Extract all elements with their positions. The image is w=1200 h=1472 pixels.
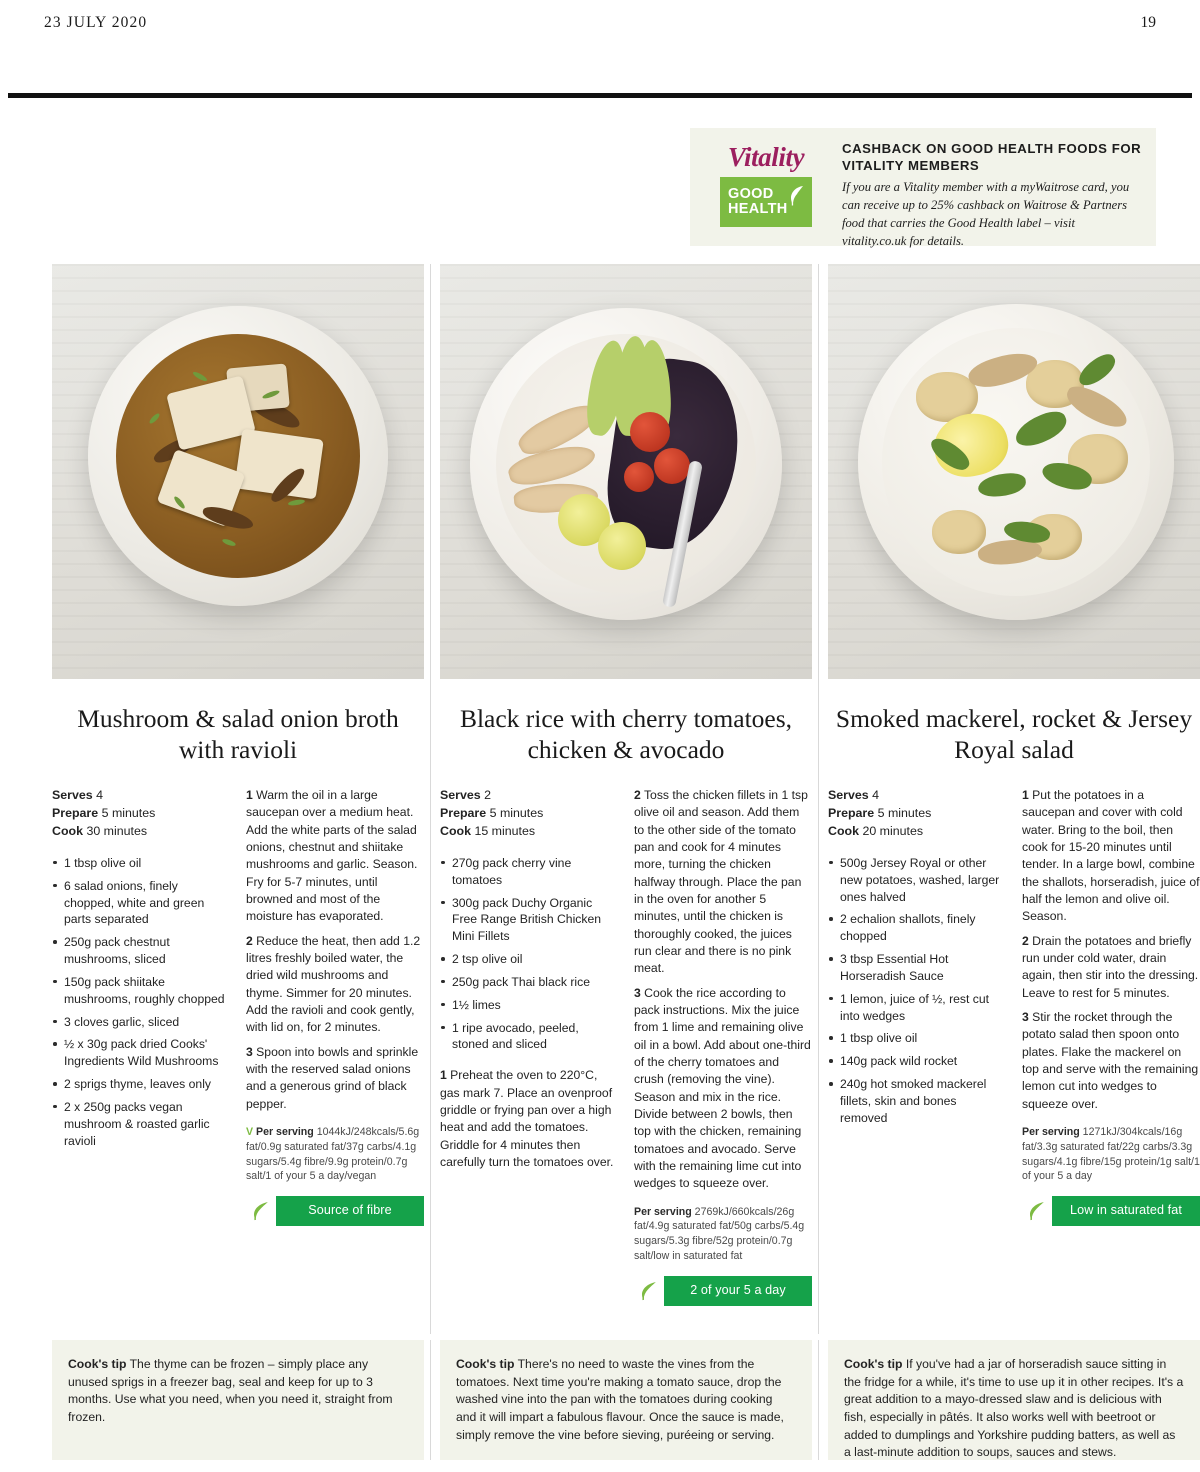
- step-number: 3: [246, 1044, 253, 1059]
- promo-text-block: [830, 140, 1142, 248]
- step-number: 2: [634, 788, 641, 802]
- ingredient-item: 1½ limes: [440, 997, 618, 1014]
- prepare-label: Prepare: [828, 805, 875, 820]
- cooks-tip-label: Cook's tip: [456, 1357, 515, 1371]
- step-number: 3: [1022, 1009, 1029, 1024]
- recipe-method-column: [1022, 787, 1200, 1226]
- method-step: [1022, 1009, 1200, 1113]
- claim-text: Low in saturated fat: [1070, 1203, 1182, 1218]
- ingredient-item: 300g pack Duchy Organic Free Range British Chicken Mini Fillets: [440, 895, 618, 945]
- ingredient-item: 2 echalion shallots, finely chopped: [828, 911, 1006, 945]
- step-number: 1: [440, 1068, 447, 1083]
- step-text: Spoon into bowls and sprinkle with the reserved salad onions and a generous grind of black pepper.: [246, 1044, 419, 1111]
- column-divider: [818, 264, 819, 1334]
- cooks-tip-label: Cook's tip: [68, 1357, 127, 1371]
- cook-value: 15 minutes: [474, 823, 536, 838]
- cooks-tip-text: The thyme can be frozen – simply place any unused sprigs in a freezer bag, seal and keep for up to 3 months. Use what you need, when you need it, straight from frozen.: [68, 1357, 393, 1425]
- step-text: Toss the chicken fillets in 1 tsp olive oil and season. Add them to the other side of the tomato pan and cook for 4 minutes more, turning the chicken halfway through. Place the pan in the oven for another 5 minutes, until the chicken is thoroughly cooked, the juices run clear and there is no pink meat.: [634, 788, 808, 976]
- cooks-tip-text: There's no need to waste the vines from the tomatoes. Next time you're making a tomato sauce, drop the washed vine into the pan with the tomatoes during cooking and it will impart a fabulous flavour. Once the sauce is made, simply remove the vine before sieving, puréeing or serving.: [456, 1357, 784, 1442]
- vegan-flag-icon: V: [246, 1125, 254, 1138]
- step-number: 3: [634, 985, 641, 1000]
- serves-line: [52, 787, 230, 841]
- nutrition-info: [246, 1125, 424, 1184]
- good-health-line2: HEALTH: [728, 201, 788, 217]
- cooks-tip-text: If you've had a jar of horseradish sauce sitting in the fridge for a while, it's time to use up it in other recipes. It's a great addition to a mayo-dressed slaw and is delicious with fish, especially in pâtés. It also works well with beetroot or added to dumplings and Yorkshire pudding batters, as well as a last-minute addition to soups, sauces and stews.: [844, 1357, 1184, 1460]
- serves-line: [440, 787, 618, 841]
- good-health-badge: [720, 177, 812, 227]
- nutrition-info: [634, 1205, 812, 1264]
- promo-body: If you are a Vitality member with a myWaitrose card, you can receive up to 25% cashback on Waitrose & Partners food that carries the Good Health label – visit vitality.co.uk for details.: [842, 180, 1130, 248]
- recipe-columns: [0, 264, 1200, 1344]
- serves-value: 2: [484, 788, 492, 802]
- prepare-label: Prepare: [440, 805, 487, 820]
- recipe-method-column: [246, 787, 424, 1226]
- serves-value: 4: [96, 788, 104, 802]
- ingredient-item: 270g pack cherry vine tomatoes: [440, 855, 618, 889]
- method-step: [1022, 933, 1200, 1002]
- ingredients-list: [828, 855, 1006, 1127]
- recipe-photo-mushroom-broth: [52, 264, 424, 679]
- page-number: 19: [1140, 14, 1156, 31]
- ingredient-item: 240g hot smoked mackerel fillets, skin and bones removed: [828, 1076, 1006, 1126]
- serves-line: [828, 787, 1006, 841]
- cook-value: 30 minutes: [86, 823, 148, 838]
- cooks-tips-strip: [0, 1340, 1200, 1472]
- leaf-icon: [789, 185, 805, 207]
- prepare-value: 5 minutes: [877, 805, 932, 820]
- cook-label: Cook: [828, 823, 859, 838]
- cooks-tip-mushroom-broth: [52, 1340, 424, 1460]
- prepare-value: 5 minutes: [489, 805, 544, 820]
- prepare-value: 5 minutes: [101, 805, 156, 820]
- nutrition-label: Per serving: [1022, 1125, 1080, 1138]
- claim-leaf-icon: [1022, 1196, 1052, 1226]
- column-divider: [430, 264, 431, 1334]
- step-text: Preheat the oven to 220°C, gas mark 7. Place an ovenproof griddle or frying pan over a high heat and add the tomatoes. Griddle for 4 minutes then carefully turn the tomatoes over.: [440, 1068, 614, 1169]
- nutrition-label: Per serving: [256, 1125, 314, 1138]
- recipe-title: Mushroom & salad onion broth with ravioli: [77, 704, 399, 765]
- claim-text: Source of fibre: [308, 1203, 392, 1218]
- serves-value: 4: [872, 788, 880, 802]
- cook-value: 20 minutes: [862, 823, 924, 838]
- health-claim-badge: [1022, 1196, 1200, 1226]
- method-step: [634, 985, 812, 1193]
- step-text: Warm the oil in a large saucepan over a medium heat. Add the white parts of the salad onions, chestnut and shiitake mushrooms and garlic. Season. Fry for 5-7 minutes, until browned and most of the moisture has evaporated.: [246, 788, 418, 924]
- cooks-tip-black-rice: [440, 1340, 812, 1460]
- method-step: [246, 1044, 424, 1113]
- serves-label: Serves: [828, 788, 869, 802]
- cook-label: Cook: [52, 823, 83, 838]
- ingredient-item: 150g pack shiitake mushrooms, roughly chopped: [52, 974, 230, 1008]
- good-health-line1: GOOD: [728, 185, 774, 202]
- nutrition-values: 1044kJ/248kcals/5.6g fat/0.9g saturated fat/37g carbs/4.1g sugars/5.4g fibre/9.9g protein/0.7g salt/1 of your 5 a day/vegan: [246, 1125, 420, 1183]
- recipe-photo-mackerel-salad: [828, 264, 1200, 679]
- step-text: Reduce the heat, then add 1.2 litres freshly boiled water, the dried wild mushrooms and thyme. Simmer for 20 minutes. Add the ravioli and cook gently, with lid on, for 2 minutes.: [246, 933, 421, 1035]
- recipe-ingredients-column: [828, 787, 1006, 1226]
- recipe-card-mackerel-salad: [828, 264, 1200, 1226]
- step-number: 2: [246, 933, 253, 948]
- recipe-ingredients-column: [440, 787, 618, 1306]
- header-divider-rule: [8, 93, 1192, 98]
- ingredient-item: 2 sprigs thyme, leaves only: [52, 1076, 230, 1093]
- health-claim-badge: [634, 1276, 812, 1306]
- method-step: [440, 1067, 618, 1171]
- serves-label: Serves: [440, 788, 481, 802]
- recipe-title: Smoked mackerel, rocket & Jersey Royal salad: [835, 704, 1193, 765]
- step-text: Put the potatoes in a saucepan and cover with cold water. Bring to the boil, then cook for 15-20 minutes until tender. In a large bowl, combine the shallots, horseradish, juice of half the lemon and olive oil. Season.: [1022, 788, 1200, 924]
- ingredient-item: 1 tbsp olive oil: [828, 1030, 1006, 1047]
- ingredients-list: [52, 855, 230, 1149]
- nutrition-values: 1271kJ/304kcals/16g fat/3.3g saturated fat/22g carbs/3.3g sugars/4.1g fibre/15g protein/1g salt/1 of your 5 a day: [1022, 1125, 1200, 1183]
- method-step: [246, 933, 424, 1037]
- step-number: 1: [1022, 788, 1029, 802]
- recipe-title: Black rice with cherry tomatoes, chicken & avocado: [459, 704, 793, 765]
- ingredient-item: 1 lemon, juice of ½, rest cut into wedges: [828, 991, 1006, 1025]
- promo-logo-group: [702, 140, 830, 234]
- serves-label: Serves: [52, 788, 93, 802]
- ingredient-item: 2 tsp olive oil: [440, 951, 618, 968]
- ingredient-item: ½ x 30g pack dried Cooks' Ingredients Wild Mushrooms: [52, 1036, 230, 1070]
- step-text: Cook the rice according to pack instructions. Mix the juice from 1 lime and remaining olive oil in a bowl. Add about one-third of the cherry tomatoes and crush (removing the vine). Season and mix in the rice. Divide between 2 bowls, then top with the chicken, remaining tomatoes and avocado. Serve with the remaining lime cut into wedges to squeeze over.: [634, 985, 811, 1191]
- step-text: Drain the potatoes and briefly run under cold water, drain again, then stir into the dressing. Leave to rest for 5 minutes.: [1022, 933, 1199, 1000]
- recipe-card-black-rice: [440, 264, 812, 1306]
- ingredient-item: 250g pack Thai black rice: [440, 974, 618, 991]
- recipe-ingredients-column: [52, 787, 230, 1226]
- recipe-method-column: [634, 787, 812, 1306]
- nutrition-info: [1022, 1125, 1200, 1184]
- cooks-tip-mackerel-salad: [828, 1340, 1200, 1460]
- promo-title: CASHBACK ON GOOD HEALTH FOODS FOR VITALITY MEMBERS: [842, 141, 1142, 174]
- ingredient-item: 1 ripe avocado, peeled, stoned and sliced: [440, 1020, 618, 1054]
- step-text: Stir the rocket through the potato salad then spoon onto plates. Flake the mackerel on top and serve with the remaining lemon cut into wedges to squeeze over.: [1022, 1009, 1199, 1111]
- ingredient-item: 250g pack chestnut mushrooms, sliced: [52, 934, 230, 968]
- tip-divider: [430, 1340, 431, 1460]
- page-header: [0, 0, 1200, 98]
- health-claim-badge: [246, 1196, 424, 1226]
- recipe-photo-black-rice: [440, 264, 812, 679]
- ingredient-item: 3 cloves garlic, sliced: [52, 1014, 230, 1031]
- ingredient-item: 6 salad onions, finely chopped, white and green parts separated: [52, 878, 230, 928]
- vitality-logo: Vitality: [727, 142, 805, 172]
- ingredients-list: [440, 855, 618, 1053]
- method-step: [1022, 787, 1200, 926]
- ingredient-item: 1 tbsp olive oil: [52, 855, 230, 872]
- method-step: [634, 787, 812, 978]
- prepare-label: Prepare: [52, 805, 99, 820]
- nutrition-values: 2769kJ/660kcals/26g fat/4.9g saturated fat/50g carbs/5.4g sugars/5.3g fibre/52g protein/0.7g salt/low in saturated fat: [634, 1205, 805, 1263]
- cooks-tip-label: Cook's tip: [844, 1357, 903, 1371]
- method-step: [246, 787, 424, 926]
- claim-text: 2 of your 5 a day: [690, 1282, 786, 1297]
- step-number: 1: [246, 788, 253, 802]
- claim-leaf-icon: [246, 1196, 276, 1226]
- cook-label: Cook: [440, 823, 471, 838]
- recipe-card-mushroom-broth: [52, 264, 424, 1226]
- ingredient-item: 2 x 250g packs vegan mushroom & roasted garlic ravioli: [52, 1099, 230, 1149]
- claim-leaf-icon: [634, 1276, 664, 1306]
- nutrition-label: Per serving: [634, 1205, 692, 1218]
- vitality-promo-panel: [690, 128, 1156, 246]
- tip-divider: [818, 1340, 819, 1460]
- issue-date: 23 JULY 2020: [44, 14, 148, 31]
- ingredient-item: 3 tbsp Essential Hot Horseradish Sauce: [828, 951, 1006, 985]
- step-number: 2: [1022, 933, 1029, 948]
- ingredient-item: 140g pack wild rocket: [828, 1053, 1006, 1070]
- ingredient-item: 500g Jersey Royal or other new potatoes, washed, larger ones halved: [828, 855, 1006, 905]
